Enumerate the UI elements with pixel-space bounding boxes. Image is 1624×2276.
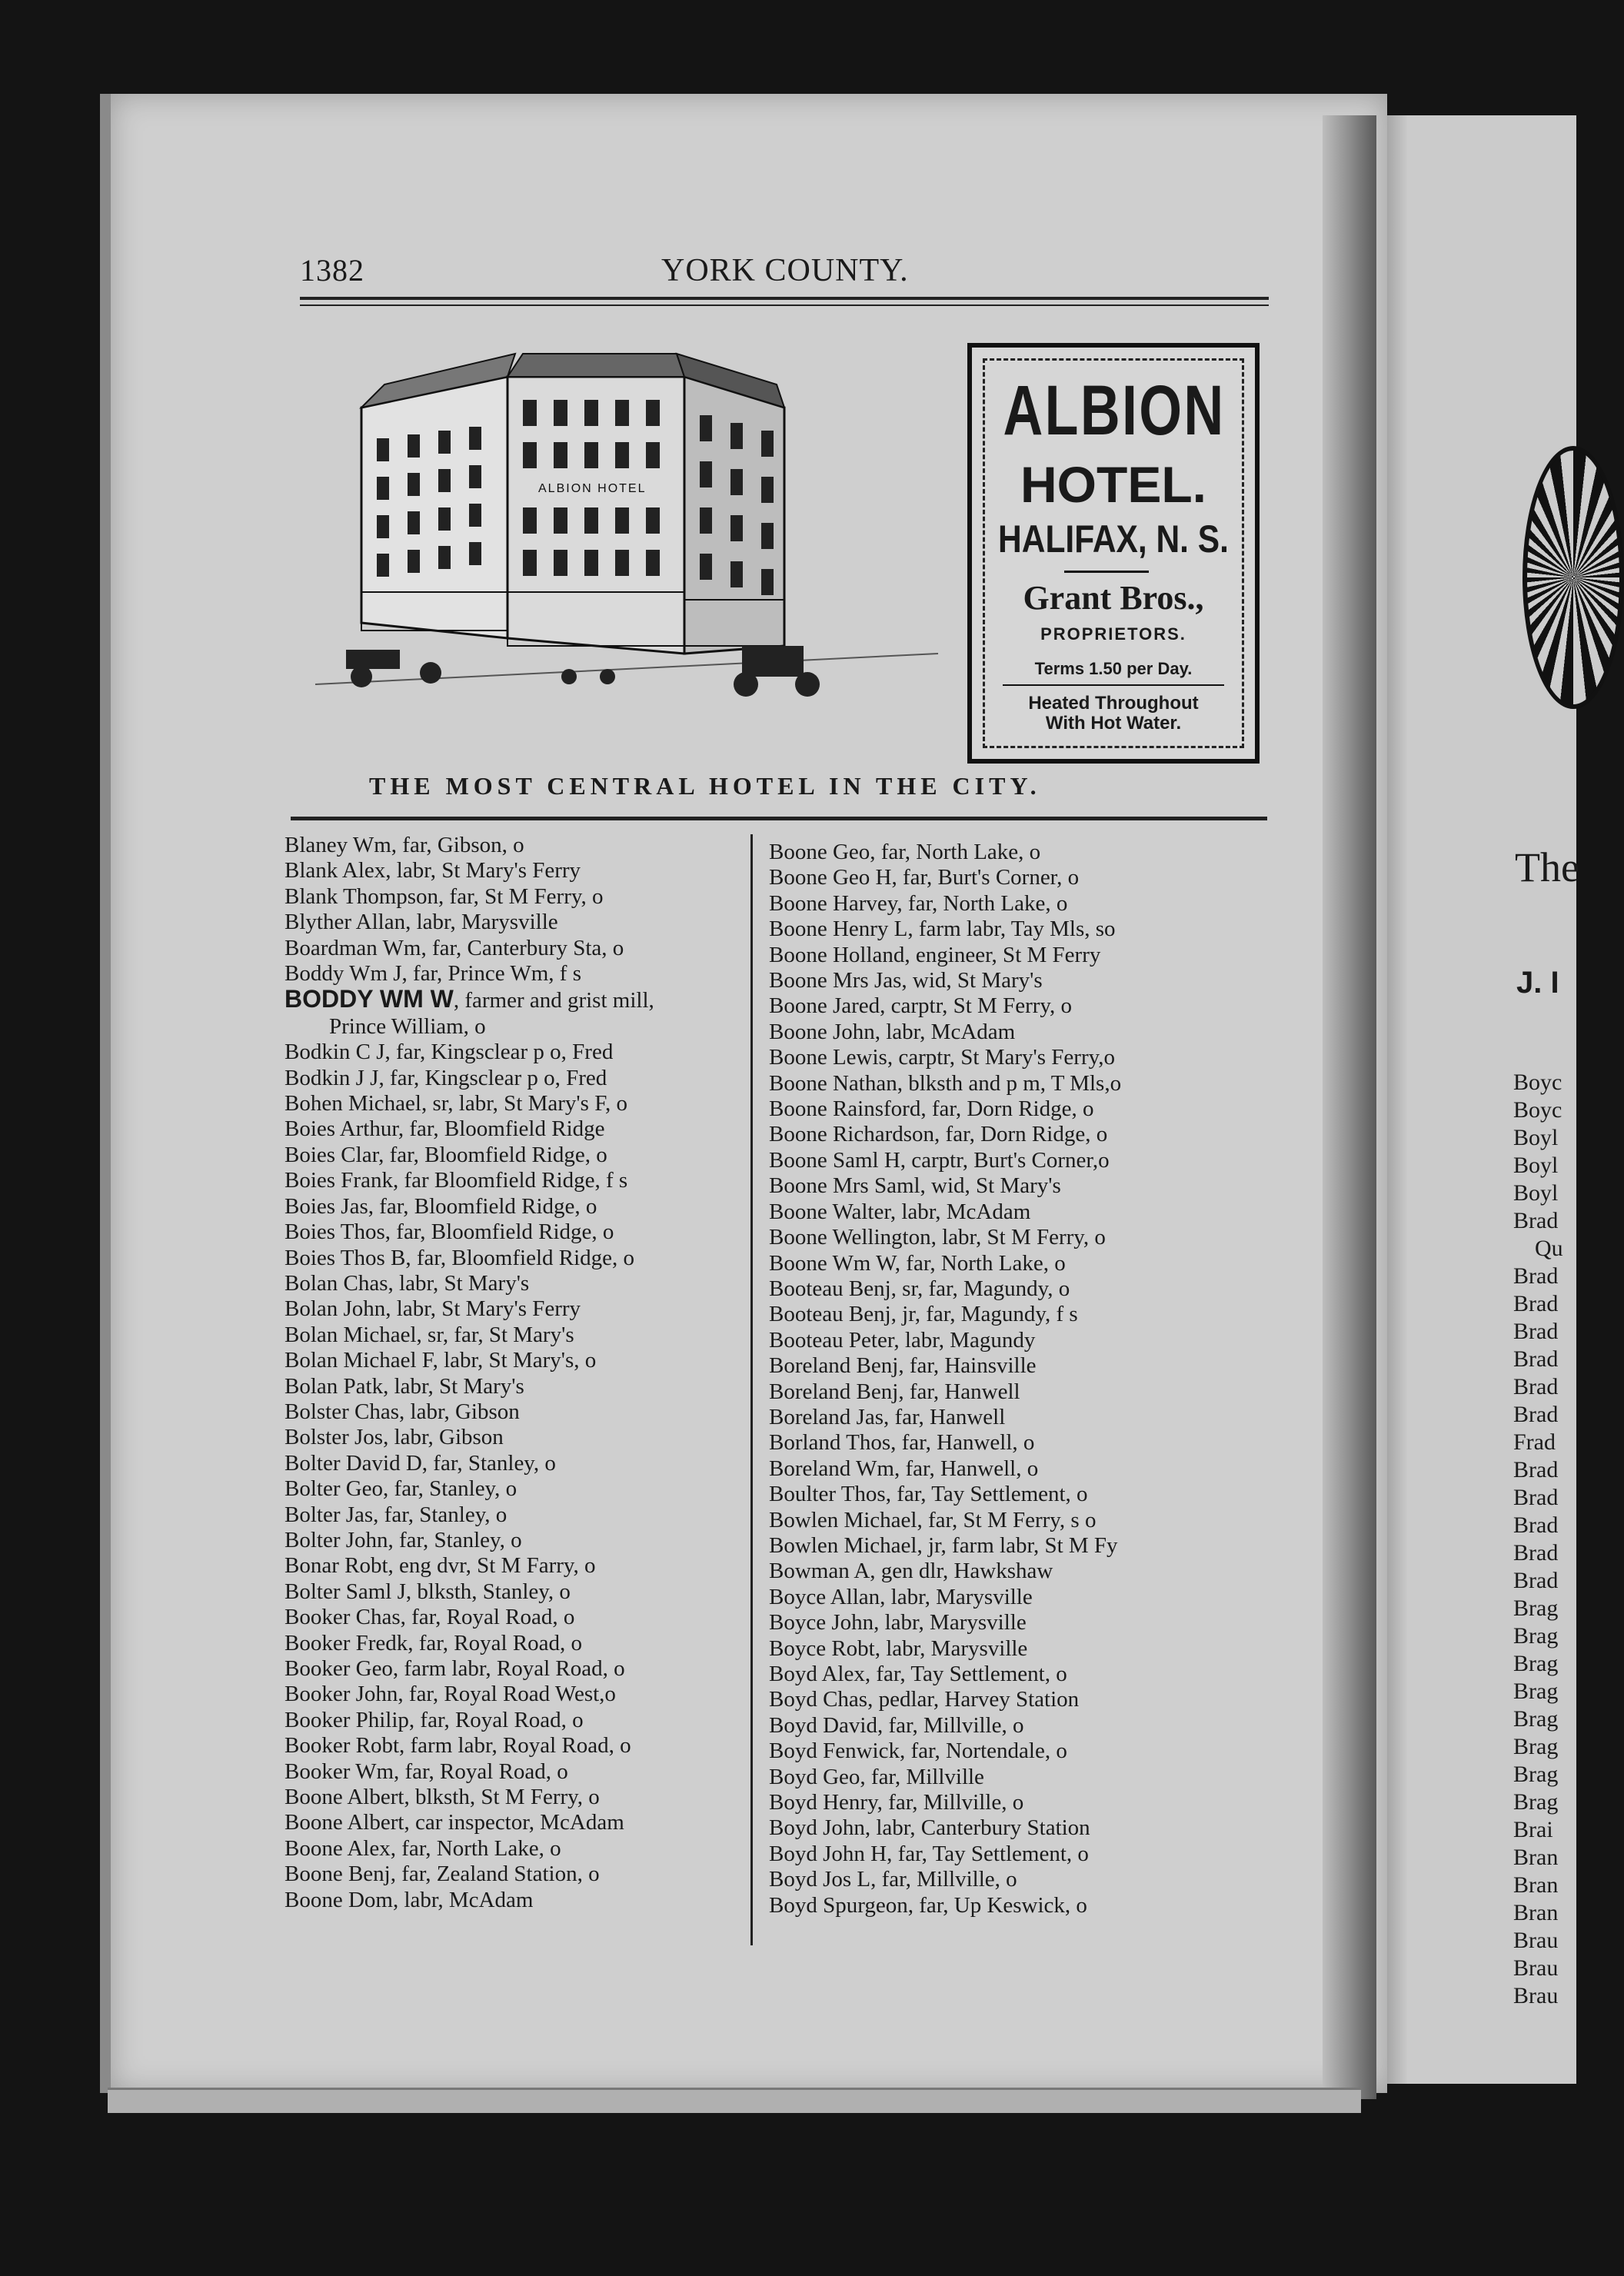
facing-page-entry: Frad <box>1513 1429 1556 1455</box>
directory-entry: Booteau Benj, sr, far, Magundy, o <box>769 1276 1070 1301</box>
directory-entry: Boone Dom, labr, McAdam <box>285 1887 534 1912</box>
directory-entry: Booker John, far, Royal Road West,o <box>285 1682 616 1707</box>
directory-entry: Boyd Spurgeon, far, Up Keswick, o <box>769 1892 1087 1918</box>
directory-entry: Boone Richardson, far, Dorn Ridge, o <box>769 1122 1108 1147</box>
directory-entry: Boone Walter, labr, McAdam <box>769 1199 1031 1224</box>
directory-entry: Booker Robt, farm labr, Royal Road, o <box>285 1733 631 1759</box>
ad-city: HALIFAX, N. S. <box>998 517 1229 561</box>
facing-page-entry: Boyl <box>1513 1180 1559 1206</box>
section-rule <box>291 817 1267 820</box>
directory-entry: Boone Albert, blksth, St M Ferry, o <box>285 1785 600 1810</box>
directory-entry: Boyd Chas, pedlar, Harvey Station <box>769 1687 1080 1712</box>
facing-page-entry: Boyc <box>1513 1070 1562 1095</box>
header-rule <box>300 297 1269 300</box>
directory-entry: Booteau Benj, jr, far, Magundy, f s <box>769 1302 1078 1327</box>
directory-entry: Booker Geo, farm labr, Royal Road, o <box>285 1656 625 1681</box>
ad-proprietors-label: PROPRIETORS. <box>1040 624 1186 644</box>
directory-entry: Boulter Thos, far, Tay Settlement, o <box>769 1482 1088 1507</box>
directory-entry: Blyther Allan, labr, Marysville <box>285 910 558 935</box>
ad-heating <box>972 694 1255 734</box>
directory-entry: Blank Alex, labr, St Mary's Ferry <box>285 858 581 883</box>
ad-rule <box>1064 571 1149 573</box>
page-number: 1382 <box>300 253 364 288</box>
directory-entry: Boone Wm W, far, North Lake, o <box>769 1250 1066 1276</box>
ad-rule-2 <box>1003 684 1224 686</box>
hotel-tagline: THE MOST CENTRAL HOTEL IN THE CITY. <box>369 772 1041 800</box>
directory-entry: Boyd David, far, Millville, o <box>769 1712 1024 1738</box>
facing-page-entry: Boyc <box>1513 1097 1562 1123</box>
directory-entry: Booker Philip, far, Royal Road, o <box>285 1707 584 1732</box>
directory-entry: Boone Rainsford, far, Dorn Ridge, o <box>769 1096 1094 1122</box>
directory-entry: Boone Mrs Saml, wid, St Mary's <box>769 1173 1061 1199</box>
facing-page-entry: Brad <box>1513 1457 1559 1482</box>
directory-entry: Booker Chas, far, Royal Road, o <box>285 1605 575 1630</box>
directory-entry: Bolster Chas, labr, Gibson <box>285 1399 520 1424</box>
directory-entry: Bolan Michael, sr, far, St Mary's <box>285 1322 574 1347</box>
directory-entry: Boone Henry L, farm labr, Tay Mls, so <box>769 917 1116 942</box>
directory-entry: Boone Nathan, blksth and p m, T Mls,o <box>769 1070 1122 1096</box>
directory-entry: Bolan John, labr, St Mary's Ferry <box>285 1296 581 1322</box>
directory-entry: Bodkin J J, far, Kingsclear p o, Fred <box>285 1065 607 1090</box>
directory-entry: Boone Albert, car inspector, McAdam <box>285 1810 624 1835</box>
directory-entry: Boreland Wm, far, Hanwell, o <box>769 1456 1039 1481</box>
facing-page-initial: J. I <box>1516 966 1559 1000</box>
directory-entry: Bohen Michael, sr, labr, St Mary's F, o <box>285 1091 628 1116</box>
facing-page-entry: Brag <box>1513 1706 1559 1732</box>
directory-entry: Boies Frank, far Bloomfield Ridge, f s <box>285 1168 628 1193</box>
left-directory-column <box>285 833 654 1913</box>
facing-page-entry: Brad <box>1513 1374 1559 1399</box>
ad-hotel-word: HOTEL. <box>1020 456 1206 513</box>
hotel-illustration <box>315 346 938 707</box>
directory-entry: Boyd Henry, far, Millville, o <box>769 1790 1024 1815</box>
directory-entry: Blaney Wm, far, Gibson, o <box>285 833 524 857</box>
facing-page-entry: Brad <box>1513 1319 1559 1344</box>
directory-entry: Bolter Geo, far, Stanley, o <box>285 1476 517 1502</box>
directory-entry: Bonar Robt, eng dvr, St M Farry, o <box>285 1553 596 1579</box>
facing-page-entry: Brau <box>1513 1983 1559 2008</box>
directory-entry: Boyce Robt, labr, Marysville <box>769 1635 1028 1661</box>
facing-page-entry: Boyl <box>1513 1153 1559 1178</box>
facing-page-entry: Boyl <box>1513 1125 1559 1150</box>
directory-entry: Boies Thos, far, Bloomfield Ridge, o <box>285 1220 614 1245</box>
facing-page-entry: Brag <box>1513 1651 1559 1676</box>
facing-page-entry: Brag <box>1513 1679 1559 1704</box>
ad-hotel-name: ALBION <box>1003 371 1226 450</box>
directory-entry: Bowlen Michael, jr, farm labr, St M Fy <box>769 1532 1118 1558</box>
albion-hotel-ad <box>967 343 1260 764</box>
directory-entry: Boone Lewis, carptr, St Mary's Ferry,o <box>769 1045 1115 1070</box>
directory-entry: Boyd Geo, far, Millville <box>769 1764 984 1789</box>
directory-entry: Boone Geo H, far, Burt's Corner, o <box>769 865 1080 890</box>
directory-entry: Booteau Peter, labr, Magundy <box>769 1327 1036 1353</box>
directory-entry: Boyd John, labr, Canterbury Station <box>769 1815 1090 1841</box>
ad-proprietor: Grant Bros., <box>1023 579 1204 617</box>
directory-entry: Bolter Jas, far, Stanley, o <box>285 1502 508 1527</box>
facing-page-entry: Brad <box>1513 1512 1559 1538</box>
directory-entry: Bolter Saml J, blksth, Stanley, o <box>285 1579 571 1604</box>
directory-entry: Boone Holland, engineer, St M Ferry <box>769 942 1101 967</box>
directory-entry: Boone Jared, carptr, St M Ferry, o <box>769 993 1073 1019</box>
directory-entry: Bodkin C J, far, Kingsclear p o, Fred <box>285 1040 614 1065</box>
directory-entry: Bolan Patk, labr, St Mary's <box>285 1373 524 1399</box>
directory-entry: Boone Harvey, far, North Lake, o <box>769 890 1068 916</box>
directory-entry: Bolter John, far, Stanley, o <box>285 1527 522 1552</box>
directory-entry: Boone Saml H, carptr, Burt's Corner,o <box>769 1147 1110 1173</box>
directory-entry: Boreland Benj, far, Hanwell <box>769 1379 1020 1404</box>
running-title: YORK COUNTY. <box>661 253 909 288</box>
directory-entry: Boies Jas, far, Bloomfield Ridge, o <box>285 1193 597 1219</box>
facing-page-entry: Brad <box>1513 1402 1559 1427</box>
facing-page-entry: Bran <box>1513 1845 1559 1870</box>
facing-page-entry: Brad <box>1513 1291 1559 1316</box>
facing-page-entry: Brag <box>1513 1596 1559 1621</box>
facing-page-entry: Brad <box>1513 1263 1559 1289</box>
directory-entry: Bowman A, gen dlr, Hawkshaw <box>769 1559 1053 1584</box>
directory-entry: Boone Geo, far, North Lake, o <box>769 840 1041 864</box>
directory-entry: Booker Wm, far, Royal Road, o <box>285 1759 568 1784</box>
directory-entry: Boies Arthur, far, Bloomfield Ridge <box>285 1116 605 1142</box>
facing-page-entry: Brad <box>1513 1208 1559 1233</box>
facing-page-list <box>1513 1069 1563 2010</box>
facing-page-entry: Brag <box>1513 1623 1559 1649</box>
directory-entry: Boardman Wm, far, Canterbury Sta, o <box>285 935 624 960</box>
ad-terms: Terms 1.50 per Day. <box>1034 659 1193 678</box>
ad-heating-line2: With Hot Water. <box>1045 713 1182 734</box>
facing-page-entry: Brag <box>1513 1789 1559 1815</box>
facing-page-entry: Brau <box>1513 1955 1559 1981</box>
facing-page-entry: Brag <box>1513 1762 1559 1787</box>
facing-page-entry: Brai <box>1513 1817 1553 1842</box>
building-sign: ALBION HOTEL <box>538 482 647 495</box>
directory-entry: Boreland Benj, far, Hainsville <box>769 1353 1037 1379</box>
directory-entry: Boyd John H, far, Tay Settlement, o <box>769 1841 1089 1866</box>
column-divider <box>750 834 753 1945</box>
right-directory-column <box>769 840 1121 1918</box>
directory-entry: Bolster Jos, labr, Gibson <box>285 1425 504 1450</box>
directory-entry: Bolan Chas, labr, St Mary's <box>285 1270 530 1296</box>
facing-page-entry: Brau <box>1513 1928 1559 1953</box>
directory-entry: Boyce Allan, labr, Marysville <box>769 1584 1033 1609</box>
directory-entry: Boyd Jos L, far, Millville, o <box>769 1867 1017 1892</box>
bold-entry-name: BODDY WM W <box>285 985 454 1013</box>
facing-page-entry: Brad <box>1513 1346 1559 1372</box>
facing-page-entry: Bran <box>1513 1872 1559 1898</box>
facing-page-entry: Brad <box>1513 1568 1559 1593</box>
directory-entry: Booker Fredk, far, Royal Road, o <box>285 1630 583 1655</box>
facing-page-entry: Qu <box>1535 1236 1563 1261</box>
directory-entry: Boone Benj, far, Zealand Station, o <box>285 1862 600 1887</box>
directory-entry: Boyce John, labr, Marysville <box>769 1610 1027 1635</box>
directory-entry: Bolan Michael F, labr, St Mary's, o <box>285 1348 597 1373</box>
facing-page-entry: Brad <box>1513 1540 1559 1566</box>
page-edge-shadow <box>1323 115 1376 2099</box>
directory-entry: Boone John, labr, McAdam <box>769 1019 1016 1044</box>
directory-entry: BODDY WM W, farmer and grist mill, <box>285 985 654 1013</box>
facing-page-entry: Bran <box>1513 1900 1559 1925</box>
directory-entry: Boies Clar, far, Bloomfield Ridge, o <box>285 1142 607 1167</box>
ad-heating-line1: Heated Throughout <box>1028 693 1199 714</box>
directory-entry: Bolter David D, far, Stanley, o <box>285 1450 556 1476</box>
directory-entry: Blank Thompson, far, St M Ferry, o <box>285 883 604 909</box>
directory-entry: Boies Thos B, far, Bloomfield Ridge, o <box>285 1245 635 1270</box>
directory-entry: Boone Wellington, labr, St M Ferry, o <box>769 1225 1106 1250</box>
directory-entry: Boyd Fenwick, far, Nortendale, o <box>769 1739 1067 1764</box>
facing-page-heading: The <box>1515 844 1579 890</box>
directory-entry: Boone Alex, far, North Lake, o <box>285 1835 561 1861</box>
directory-entry: Boreland Jas, far, Hanwell <box>769 1404 1006 1429</box>
facing-page-entry: Brad <box>1513 1485 1559 1510</box>
page-bottom-edge <box>108 2088 1361 2113</box>
facing-page-entry: Brag <box>1513 1734 1559 1759</box>
directory-entry: Prince William, o <box>329 1013 486 1039</box>
directory-entry: Borland Thos, far, Hanwell, o <box>769 1430 1035 1456</box>
facing-page-ornament <box>1522 446 1624 709</box>
directory-entry: Boddy Wm J, far, Prince Wm, f s <box>285 961 581 987</box>
directory-entry: Bowlen Michael, far, St M Ferry, s o <box>769 1507 1097 1532</box>
directory-entry: Boone Mrs Jas, wid, St Mary's <box>769 968 1043 993</box>
directory-entry: Boyd Alex, far, Tay Settlement, o <box>769 1662 1067 1686</box>
header-rule-thin <box>300 304 1269 306</box>
